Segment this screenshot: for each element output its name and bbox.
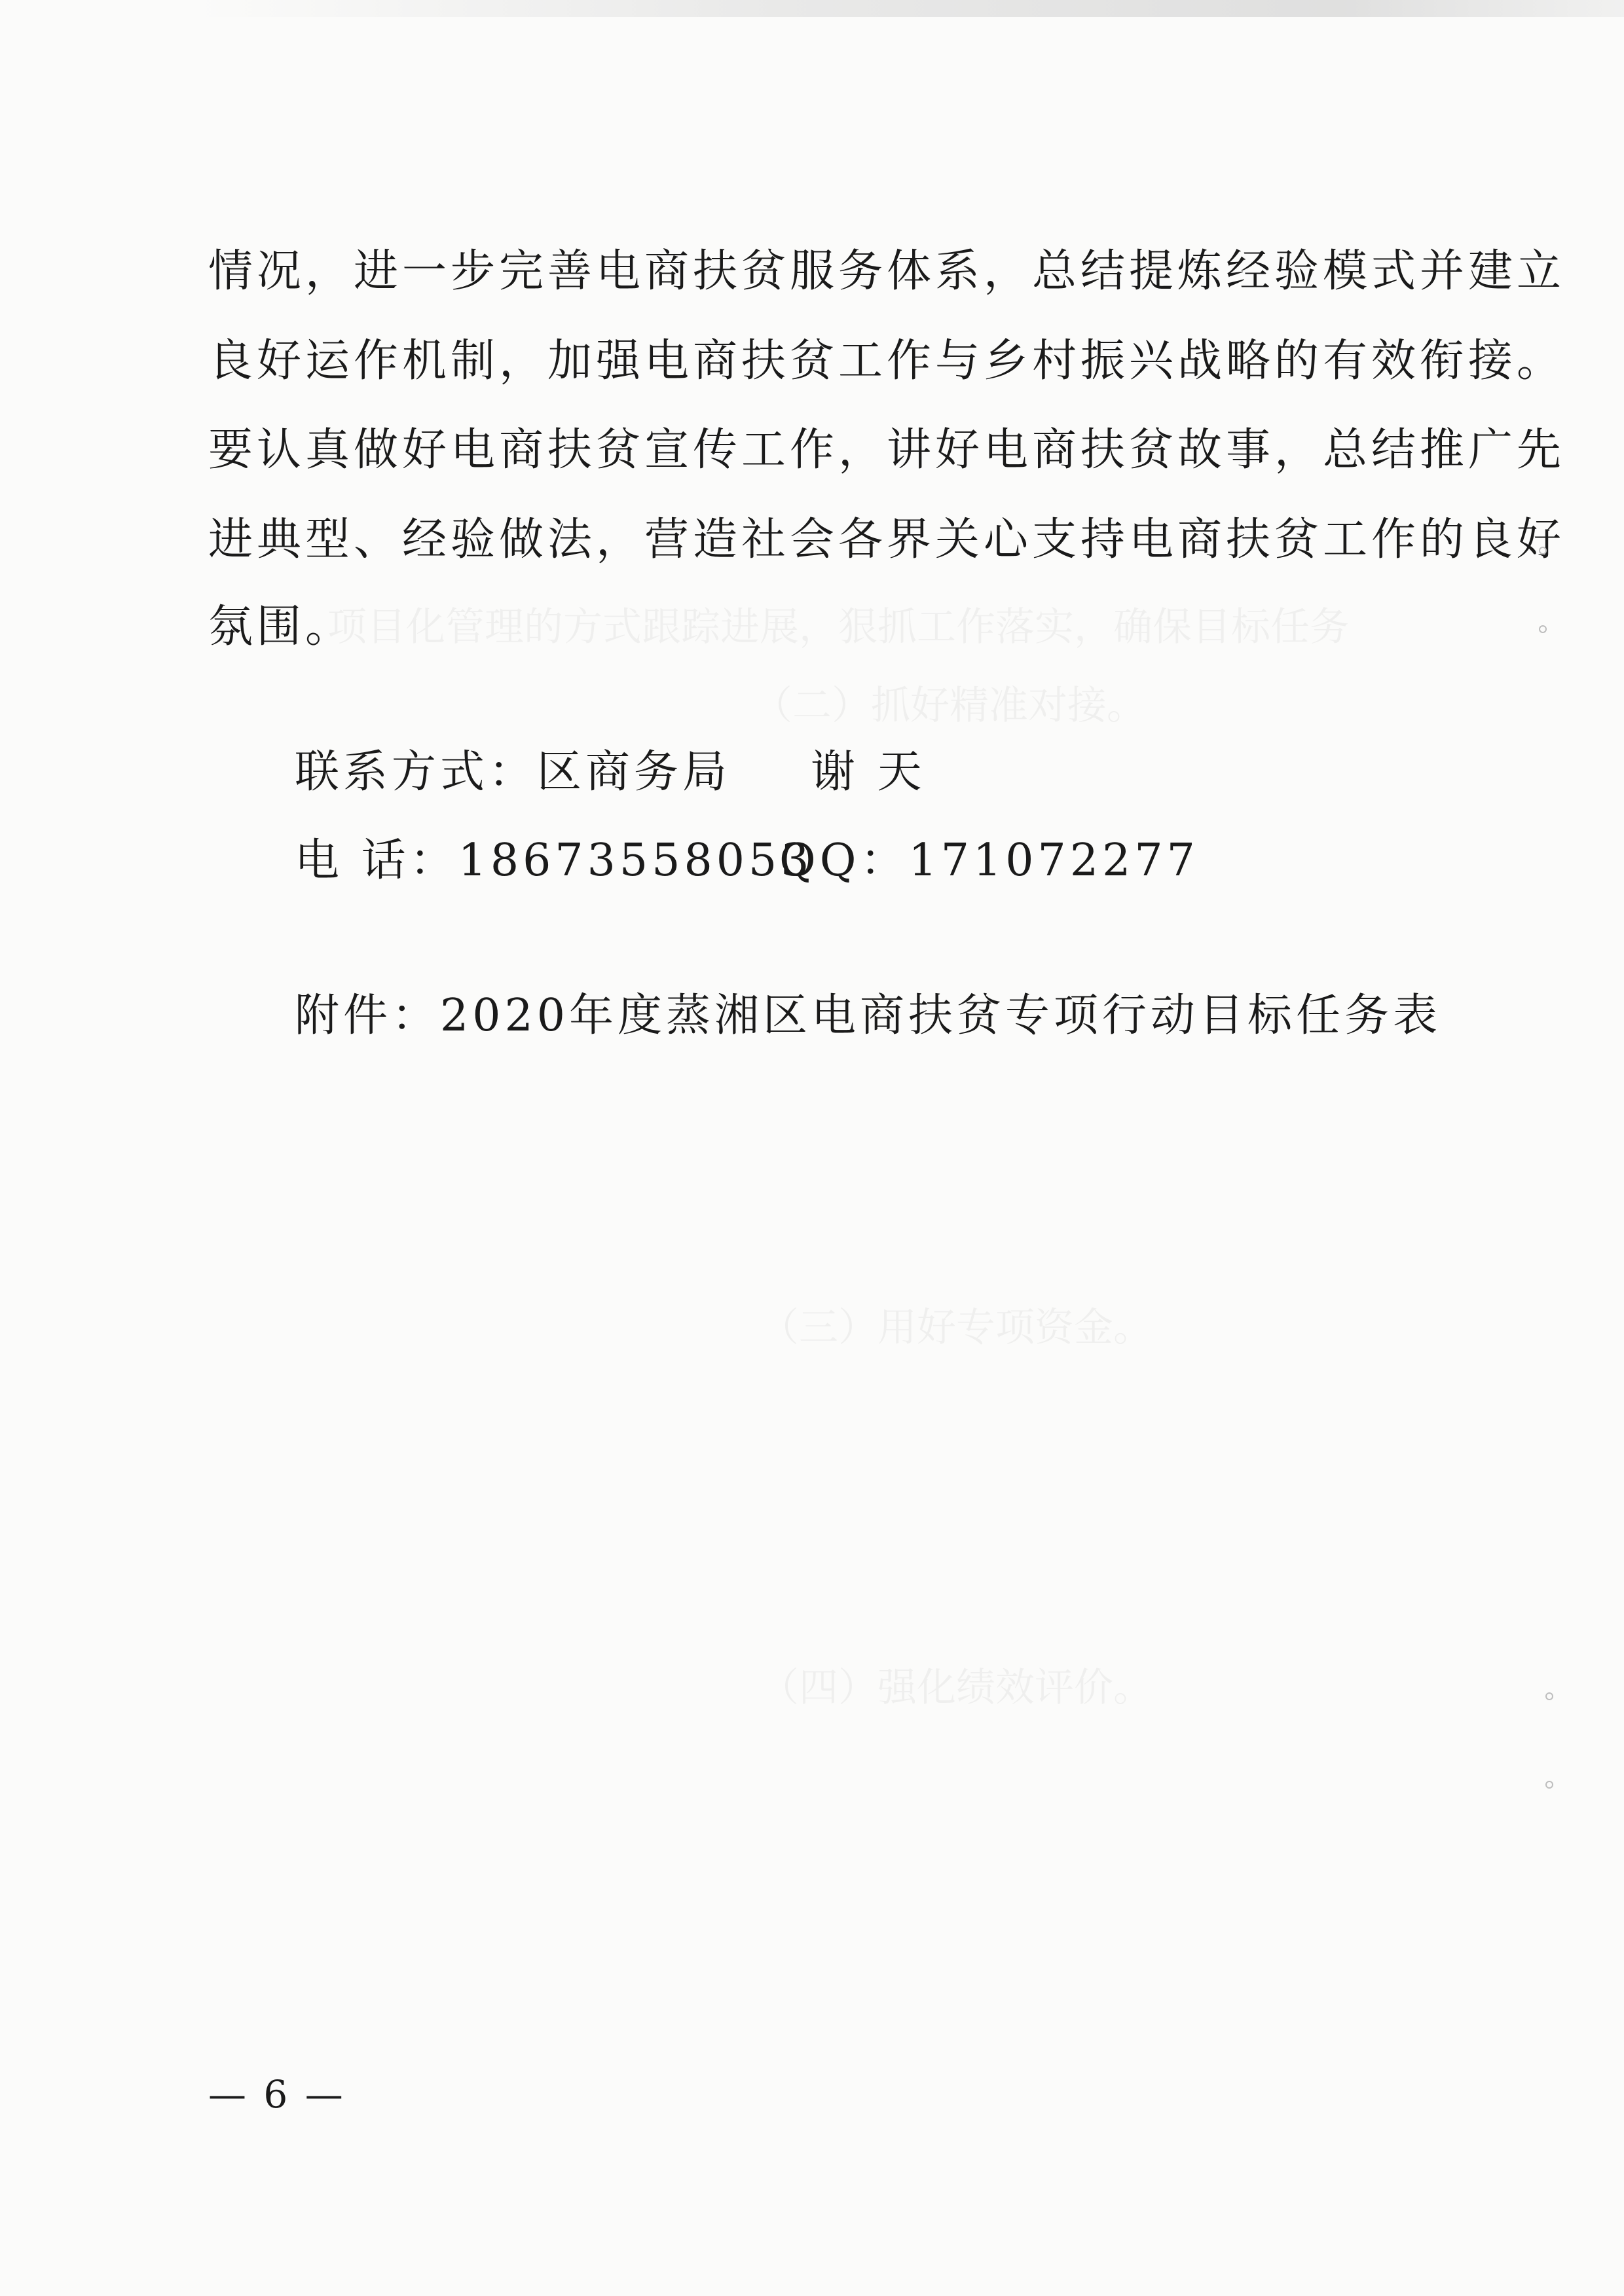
paragraph-line: 良好运作机制，加强电商扶贫工作与乡村振兴战略的有效衔接。 bbox=[208, 335, 1566, 387]
attachment-line: 附件：2020年度蒸湘区电商扶贫专项行动目标任务表 bbox=[295, 990, 1442, 1042]
binding-hole-mark bbox=[1545, 1692, 1553, 1700]
paragraph-line: 进典型、经验做法，营造社会各界关心支持电商扶贫工作的良好 bbox=[208, 514, 1566, 566]
paragraph-line: 氛围。 bbox=[208, 601, 354, 653]
show-through-texture bbox=[760, 1283, 1153, 1373]
contact-phone: 电 话：18673558053 bbox=[295, 835, 813, 886]
page-number: — 6 — bbox=[208, 2072, 346, 2117]
show-through-texture bbox=[327, 583, 1349, 672]
contact-label: 联系方式：区商务局 bbox=[295, 746, 731, 798]
contact-qq: QQ：171072277 bbox=[779, 835, 1199, 886]
contact-name: 谢 天 bbox=[811, 746, 926, 798]
paragraph-line: 情况，进一步完善电商扶贫服务体系，总结提炼经验模式并建立 bbox=[208, 246, 1566, 297]
paragraph-line: 要认真做好电商扶贫宣传工作，讲好电商扶贫故事，总结推广先 bbox=[208, 424, 1566, 476]
show-through-texture bbox=[760, 1643, 1153, 1733]
binding-hole-mark bbox=[1545, 1781, 1553, 1789]
binding-hole-mark bbox=[1539, 625, 1547, 633]
binding-hole-mark bbox=[1539, 547, 1547, 555]
scan-artifact bbox=[196, 0, 1624, 17]
